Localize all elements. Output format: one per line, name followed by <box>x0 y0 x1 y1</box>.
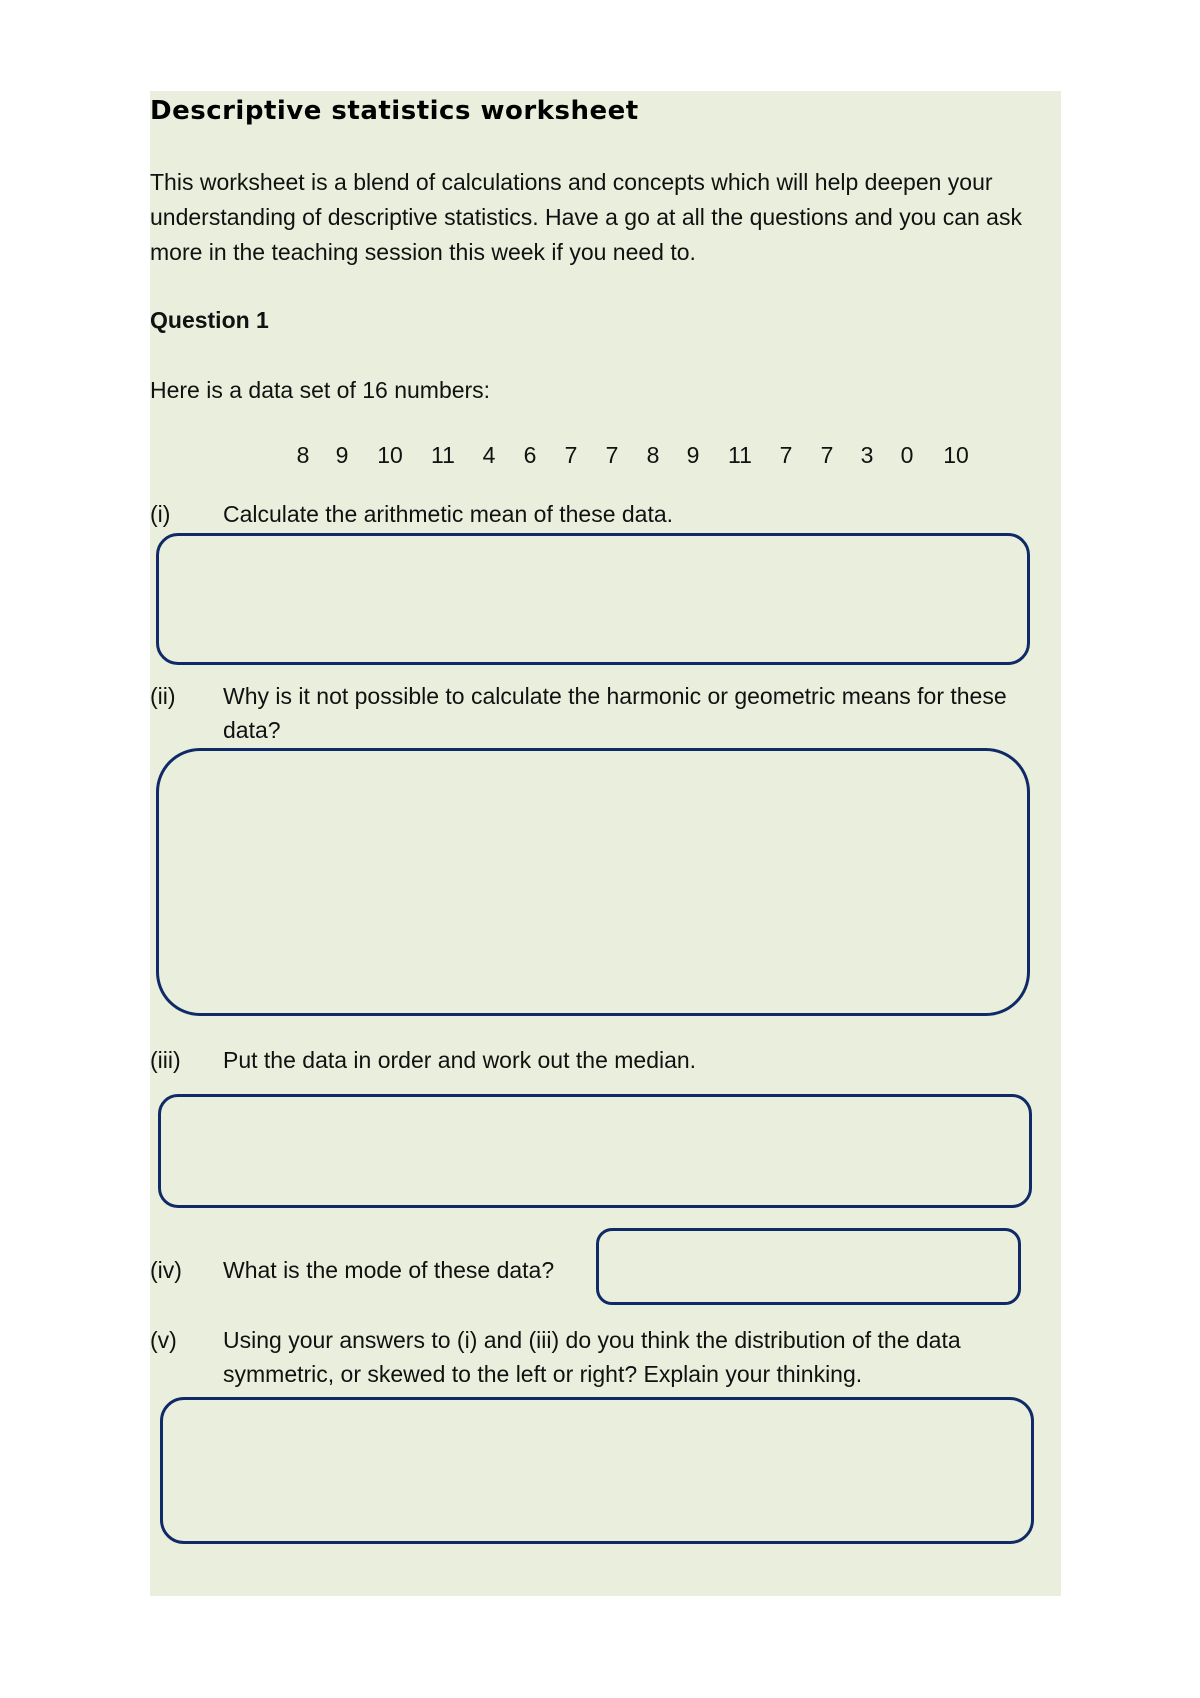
data-number: 6 <box>523 442 537 468</box>
data-number: 9 <box>335 442 349 468</box>
data-number: 4 <box>482 442 496 468</box>
data-set-numbers <box>150 442 1061 472</box>
part-number: (i) <box>150 501 171 527</box>
part-text: Why is it not possible to calculate the harmonic or geometric means for these data? <box>223 683 1007 743</box>
data-number: 7 <box>779 442 793 468</box>
intro-paragraph: This worksheet is a blend of calculations and concepts which will help deepen your understanding of descriptive statistics. Have a go at all the questions and you can ask more in the teaching session this week if you need to. <box>150 169 1022 265</box>
part-text: Put the data in order and work out the median. <box>223 1047 697 1073</box>
data-number: 10 <box>943 442 969 468</box>
data-number: 11 <box>431 442 455 468</box>
question-heading: Question 1 <box>150 307 269 333</box>
data-number: 11 <box>728 442 752 468</box>
answer-box-i[interactable] <box>156 533 1030 665</box>
data-number: 10 <box>377 442 403 468</box>
data-number: 8 <box>646 442 660 468</box>
part-number: (ii) <box>150 683 176 709</box>
part-number: (iv) <box>150 1257 182 1283</box>
dataset-label: Here is a data set of 16 numbers: <box>150 377 491 403</box>
data-number: 7 <box>564 442 578 468</box>
part-text: Using your answers to (i) and (iii) do you think the distribution of the data symmetric, or skewed to the left or right? Explain your thinking. <box>223 1327 961 1387</box>
data-number: 3 <box>860 442 874 468</box>
worksheet-title: Descriptive statistics worksheet <box>150 96 639 126</box>
part-number: (iii) <box>150 1047 181 1073</box>
data-number: 7 <box>820 442 834 468</box>
data-number: 8 <box>296 442 310 468</box>
data-number: 0 <box>900 442 914 468</box>
part-text: What is the mode of these data? <box>223 1257 555 1283</box>
data-number: 7 <box>605 442 619 468</box>
data-number: 9 <box>686 442 700 468</box>
answer-box-iii[interactable] <box>158 1094 1032 1208</box>
answer-box-ii[interactable] <box>156 748 1030 1016</box>
part-number: (v) <box>150 1327 177 1353</box>
answer-box-v[interactable] <box>160 1397 1034 1544</box>
worksheet-page <box>150 91 1061 1596</box>
part-text: Calculate the arithmetic mean of these data. <box>223 501 674 527</box>
answer-box-iv[interactable] <box>596 1228 1021 1305</box>
